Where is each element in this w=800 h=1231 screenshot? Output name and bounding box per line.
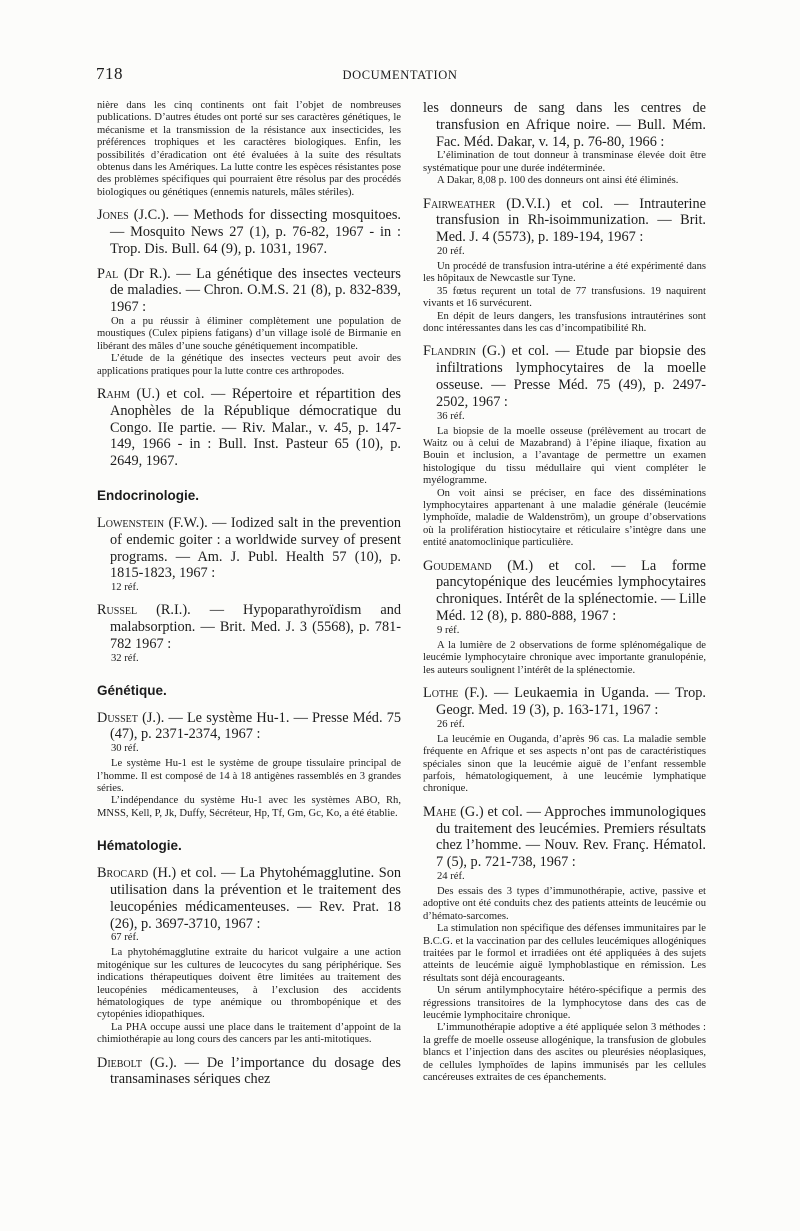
abstract-paragraph: L’élimination de tout donneur à transminase élevée doit être systématique pour une durée indéterminée. — [423, 150, 706, 174]
abstract-paragraph: La leucémie en Ouganda, d’après 96 cas. La maladie semble fréquente en Afrique et ses aspects n’ont pas de caractéristiques spéciales sinon que la leucémie aiguë de l’enfant ressemble parfois, hématologiquement, à une leucémie lymphatique chronique. — [423, 733, 706, 795]
abstract-paragraph: Le système Hu-1 est le système de groupe tissulaire principal de l’homme. Il est composé de 14 à 18 antigènes rassemblés en 3 grandes séries. — [97, 758, 401, 795]
abstract-paragraph: Un sérum antilymphocytaire hétéro-spécifique a permis des régressions transitoires de la lymphocytose dans des cas de leucémie lymphocitaire chronique. — [423, 985, 706, 1021]
author: Dusset — [97, 709, 138, 726]
author: Russel — [97, 602, 138, 619]
author: Goudemand — [423, 557, 492, 574]
abstract-paragraph: On a pu réussir à éliminer complètement une population de moustiques (Culex pipiens fatigans) d’un village isolé de Birmanie en libérant des mâles d’une souche génétiquement incompatible. — [97, 316, 401, 352]
abstract-paragraph: La biopsie de la moelle osseuse (prélèvement au trocart de Waitz ou à celui de Mazabrand) à l’épine iliaque, fixation au Bouin et inclusion, a l’avantage de permettre un examen histologique du tissu médullaire qui vient compléter le myélogramme. — [423, 425, 706, 487]
author: Rahm — [97, 386, 130, 403]
left-column — [97, 100, 401, 1088]
citation: (G.) et col. — Approches immunologiques du traitement des leucémies. Premiers résultats chez l’homme. — Nouv. Rev. Franç. Hématol. 7 (5), p. 721-738, 1967 : — [436, 803, 706, 871]
reference-russel — [97, 602, 401, 652]
abstract-paragraph: L’indépendance du système Hu-1 avec les systèmes ABO, Rh, MNSS, Kell, P, Jk, Duffy, Sécréteur, Hp, Tf, Gm, Gc, Ko, a été établie. — [97, 795, 401, 819]
reference-count: 26 réf. — [437, 718, 465, 730]
reference-brocard — [97, 865, 401, 932]
reference-diebolt-continued: les donneurs de sang dans les centres de transfusion en Afrique noire. — Bull. Mém. Fac. Méd. Dakar, v. 14, p. 76-80, 1966 : — [423, 100, 706, 150]
author: Brocard — [97, 865, 149, 882]
abstract-paragraph: La stimulation non spécifique des défenses immunitaires par le B.C.G. et la vaccination par des cellules leucémiques allogéniques traitées par le formol et irradiées ont été appliquées à des sujets atteints de leucémie aiguë lymphoblastique en rémission. Les résultats sont déjà encourageants. — [423, 923, 706, 984]
citation: (G.) et col. — Etude par biopsie des infiltrations lymphocytaires de la moelle osseuse. — Presse Méd. 75 (49), p. 2497-2502, 1967 : — [436, 343, 706, 410]
author: Lowenstein — [97, 515, 165, 532]
reference-count: 9 réf. — [437, 624, 460, 636]
citation: (H.) et col. — La Phytohémagglutine. Son utilisation dans la prévention et le traitement des leucopénies médicamenteuses. — Rev. Prat. 18 (26), p. 3697-3710, 1967 : — [110, 865, 401, 932]
right-column — [423, 100, 706, 1084]
abstract-paragraph: L’étude de la génétique des insectes vecteurs peut avoir des applications pratiques pour la lutte contre ces arthropodes. — [97, 353, 401, 377]
citation: (F.). — Leukaemia in Uganda. — Trop. Geogr. Med. 19 (3), p. 163-171, 1967 : — [436, 685, 706, 718]
abstract-paragraph: En dépit de leurs dangers, les transfusions intrautérines sont donc intéressantes dans les cas d’incompatibilité Rh. — [423, 310, 706, 335]
author: Fairweather — [423, 195, 496, 212]
citation: (U.) et col. — Répertoire et répartition des Anophèles de la République démocratique du Congo. IIe partie. — Riv. Malar., v. 45, p. 147-149, 1966 - in : Bull. Inst. Pasteur 65 (10), p. 2649, 1967. — [110, 386, 401, 470]
abstract-paragraph: Des essais des 3 types d’immunothérapie, active, passive et adoptive ont été conduits chez des patients atteints de leucémie ou d’hémato-sarcomes. — [423, 885, 706, 922]
page-number: 718 — [96, 64, 123, 83]
reference-fairweather — [423, 196, 706, 246]
reference-count: 20 réf. — [437, 246, 465, 257]
abstract-paragraph: Un procédé de transfusion intra-utérine a été expérimenté dans les hôpitaux de Newcastle sur Tyne. — [423, 261, 706, 285]
section-heading-genetique: Génétique. — [97, 682, 167, 698]
abstract-paragraph: La PHA occupe aussi une place dans le traitement d’appoint de la chimiothérapie au long cours des cancers par les anti-mitotiques. — [97, 1021, 401, 1046]
reference-count: 32 réf. — [111, 652, 139, 664]
section-heading-endocrinologie: Endocrinologie. — [97, 488, 200, 504]
section-heading-hematologie: Hématologie. — [97, 838, 182, 854]
author: Diebolt — [97, 1054, 142, 1071]
page-header — [96, 64, 704, 86]
reference-jones — [97, 207, 401, 257]
reference-flandrin — [423, 343, 706, 410]
reference-pal — [97, 266, 401, 316]
reference-count: 12 réf. — [111, 582, 139, 594]
reference-count: 67 réf. — [111, 932, 139, 944]
running-title: DOCUMENTATION — [342, 68, 458, 82]
citation: (D.V.I.) et col. — Intrauterine transfusion in Rh-isoimmunization. — Brit. Med. J. 4 (5573), p. 189-194, 1967 : — [436, 195, 706, 246]
reference-count: 30 réf. — [111, 743, 139, 755]
abstract-paragraph: A Dakar, 8,08 p. 100 des donneurs ont ainsi été éliminés. — [437, 175, 679, 187]
author: Pal — [97, 265, 119, 282]
citation: (F.W.). — Iodized salt in the prevention of endemic goiter : a worldwide survey of present programs. — Am. J. Publ. Health 57 (10), p. 1815-1823, 1967 : — [110, 515, 401, 582]
abstract-paragraph: L’immunothérapie adoptive a été appliquée selon 3 méthodes : la greffe de moelle osseuse allogénique, la transfusion de globules blancs et l’injection dans des ascites ou pleurésies néoplasiques, de cellules lymphoïdes de lapins immunisés par les cellules cancéreuses extraites de ces épanchements. — [423, 1022, 706, 1083]
reference-count: 36 réf. — [437, 410, 465, 422]
author: Flandrin — [423, 343, 476, 360]
reference-rahm — [97, 386, 401, 470]
abstract-paragraph: 35 fœtus reçurent un total de 77 transfusions. 19 naquirent vivants et 16 survécurent. — [423, 285, 706, 310]
citation: (R.I.). — Hypoparathyroïdism and malabsorption. — Brit. Med. J. 3 (5568), p. 781-782 1967 : — [110, 602, 401, 652]
abstract-paragraph: La phytohémagglutine extraite du haricot vulgaire a une action mitogénique sur les cultures de leucocytes du sang périphérique. Ses indications thérapeutiques doivent être limitées au traitement des leucopénies médicamenteuses, à l’exclusion des accidents hématologiques de type anémique ou thrombopénique et des cytopénies idiopathiques. — [97, 947, 401, 1021]
reference-dusset — [97, 710, 401, 744]
author: Lothe — [423, 685, 459, 702]
author: Jones — [97, 207, 129, 224]
citation: (G.). — De l’importance du dosage des transaminases sériques chez — [110, 1054, 401, 1088]
citation: (J.C.). — Methods for dissecting mosquitoes. — Mosquito News 27 (1), p. 76-82, 1967 - in : Trop. Dis. Bull. 64 (9), p. 1031, 1967. — [110, 207, 401, 257]
abstract-paragraph: On voit ainsi se préciser, en face des disséminations lymphocytaires appartenant à une maladie générale (leucémie lymphoïde, maladie de Waldenström), un groupe d’observations où la prolifération histiocytaire et réticulaire s’intègre dans une entité anatomoclinique particulière. — [423, 487, 706, 549]
reference-mahe — [423, 804, 706, 871]
reference-goudemand — [423, 558, 706, 625]
citation: (M.) et col. — La forme pancytopénique des leucémies lymphocytaires chroniques. Intérêt de la splénectomie. — Lille Méd. 12 (8), p. 880-888, 1967 : — [436, 557, 706, 625]
reference-diebolt — [97, 1055, 401, 1089]
reference-lowenstein — [97, 515, 401, 582]
abstract-paragraph: A la lumière de 2 observations de forme splénomégalique de leucémie lymphocytaire chronique avec importante granulopénie, les auteurs soulignent l’intérêt de la splénectomie. — [423, 639, 706, 676]
citation: (J.). — Le système Hu-1. — Presse Méd. 75 (47), p. 2371-2374, 1967 : — [110, 709, 401, 743]
reference-lothe — [423, 685, 706, 719]
citation: (Dr R.). — La génétique des insectes vecteurs de maladies. — Chron. O.M.S. 21 (8), p. 832-839, 1967 : — [110, 265, 401, 316]
intro-paragraph: nière dans les cinq continents ont fait l’objet de nombreuses publications. D’autres études ont porté sur ses caractères génétiques, le mécanisme et la transmission de la résistance aux insecticides, les préférences trophiques et les caractères biologiques. Enfin, les possibilités d’éradication ont été évaluées à la suite des résultats obtenus dans les Amériques. La lutte contre les espèces résistantes pose des problèmes spécifiques qui pourraient être résolus par des procédés biologiques ou génétiques (ennemis naturels, mâles stériles). — [97, 100, 401, 198]
author: Mahe — [423, 803, 457, 820]
reference-count: 24 réf. — [437, 870, 465, 882]
